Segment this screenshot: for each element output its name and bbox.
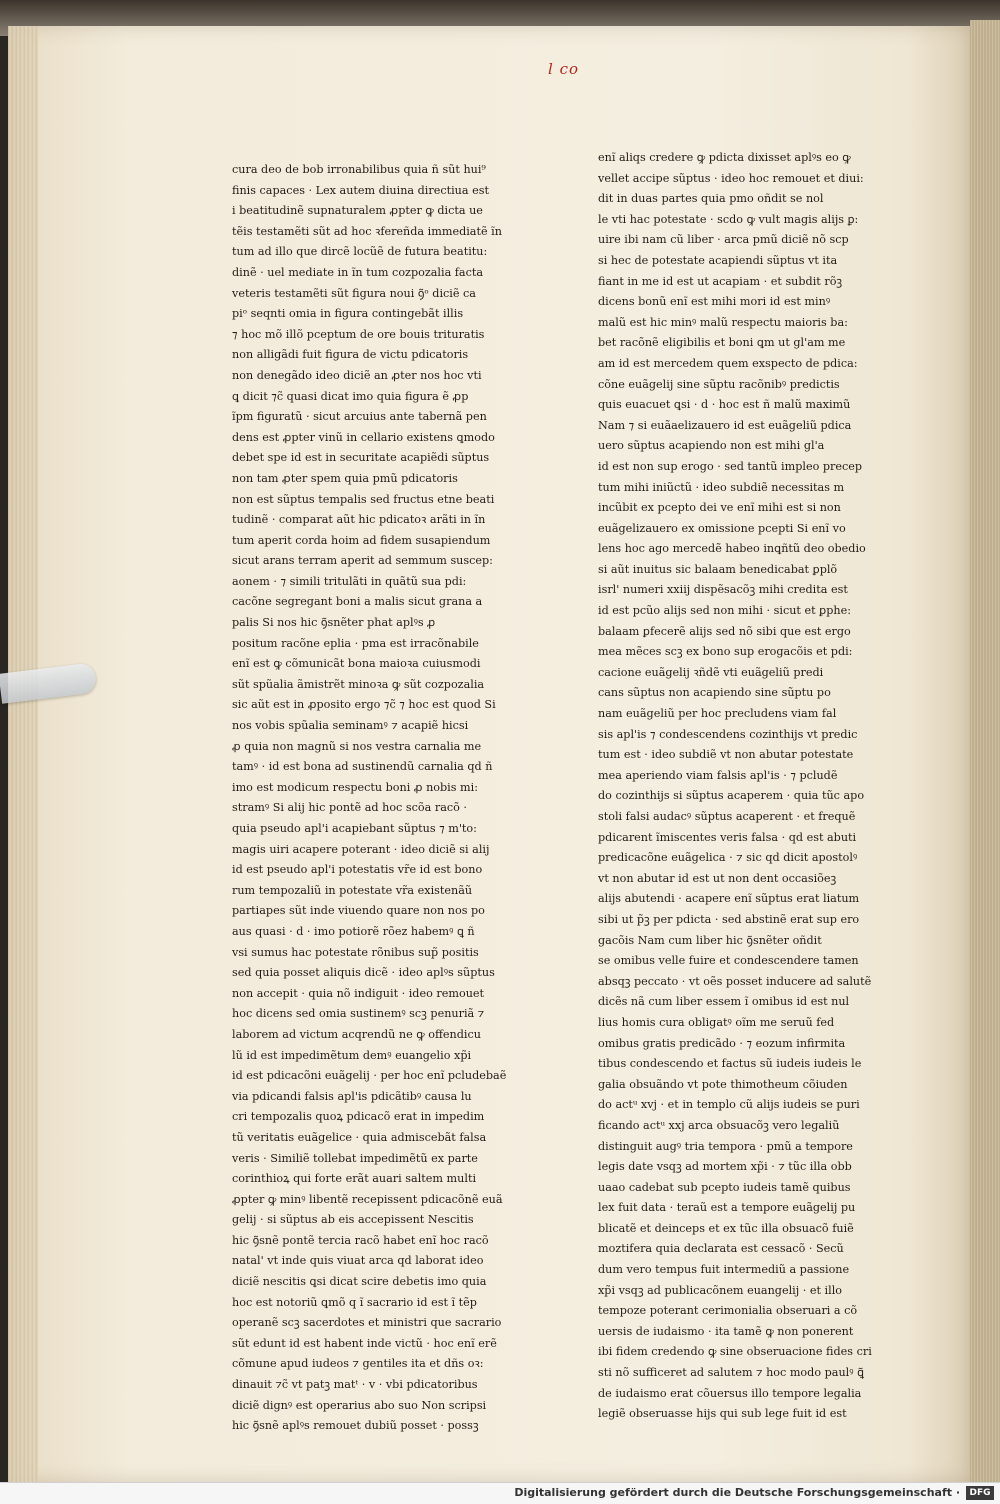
text-line: legiẽ obseruasse hijs qui sub lege fuit id est	[598, 1407, 847, 1421]
text-line: balaam ꝑfecerẽ alijs sed nõ sibi que est ergo	[598, 624, 851, 638]
text-line: corinthioꝝ qui forte erãt auari saltem multi	[232, 1172, 477, 1186]
text-line: Nam ⁊ si euãaelizauero id est euãgeliũ pdica	[598, 418, 852, 432]
text-line: cans sũptus non acapiendo sine sũptu po	[598, 686, 831, 700]
text-line: stoli falsi audacꝰ sũptus acaperent · et frequẽ	[598, 810, 856, 823]
text-line: sis apl'is ⁊ condescendens cozinthijs vt predic	[598, 727, 858, 741]
text-line: via pdicandi falsis apl'is pdicãtibꝰ causa lu	[232, 1089, 472, 1103]
dfg-logo-icon: DFG	[966, 1486, 994, 1500]
text-line: dit in duas partes quia pmo oñdit se nol	[598, 192, 824, 206]
text-line: id est non sup erogo · sed tantũ impleo precep	[598, 459, 863, 473]
text-line: hoc est notoriũ ꝗmõ q ĩ sacrario id est ĩ tẽp	[232, 1295, 477, 1309]
text-line: i beatitudinẽ supnaturalem ꝓpter ꝙ dicta ue	[232, 204, 483, 218]
text-line: cri tempozalis quoꝝ pdicacõ erat in impedim	[232, 1110, 485, 1124]
text-line: dicens bonũ enĩ est mihi mori id est minꝰ	[598, 295, 831, 309]
text-line: sũt edunt id est habent inde victũ · hoc enĩ erẽ	[232, 1336, 497, 1350]
text-line: cõmune apud iudeos ⁊ gentiles ita et dñs oꝛ:	[232, 1357, 484, 1371]
text-line: sibi ut p̃ꝫ per pdicta · sed abstinẽ erat sup ero	[598, 912, 860, 926]
text-line: finis capaces · Lex autem diuina directiua est	[232, 183, 489, 197]
text-line: uire ibi nam cũ liber · arca pmũ diciẽ nõ scp	[598, 233, 849, 247]
text-line: non alligãdi fuit figura de victu pdicatoris	[232, 348, 469, 362]
text-line: hic ꝯ̃snẽ aplꝰs remouet dubiũ posset · possꝫ	[232, 1419, 479, 1433]
text-line: dum vero tempus fuit intermediũ a passione	[598, 1263, 850, 1277]
text-line: mea aperiendo viam falsis apl'is · ⁊ pcludẽ	[598, 768, 838, 782]
text-line: enĩ aliqs credere ꝙ pdicta dixisset aplꝰs eo ꝙ	[598, 151, 851, 164]
text-line: predicacõne euãgelica · ⁊ sic qd dicit apostolꝰ	[598, 851, 858, 865]
text-line: magis uiri acapere poterant · ideo diciẽ si alij	[232, 842, 490, 856]
text-line: rum tempozaliũ in potestate vr̃a existenãũ	[232, 883, 473, 897]
text-line: fiant in me id est ut acapiam · et subdit rõꝫ	[598, 274, 843, 288]
text-line: tamꝰ · id est bona ad sustinendũ carnalia qd ñ	[232, 760, 493, 774]
text-line: operanẽ scꝫ sacerdotes et ministri que sacrario	[232, 1316, 502, 1330]
text-line: quia pseudo apl'i acapiebant sũptus ⁊ m'to:	[232, 822, 477, 835]
text-line: quis euacuet ꝗsi · d · hoc est ñ malũ maximũ	[598, 398, 851, 412]
text-line: positum racõne eplia · pma est irracõnabile	[232, 636, 479, 650]
text-line: se omibus velle fuire et condescendere tamen	[598, 954, 859, 968]
text-column-left	[232, 160, 544, 1437]
text-line: omibus gratis predicãdo · ⁊ eozum infirmita	[598, 1036, 846, 1050]
text-line: gelij · si sũptus ab eis accepissent Nescitis	[232, 1213, 474, 1227]
text-line: ⁊ hoc mõ illõ pceptum de ore bouis trituratis	[232, 327, 485, 341]
text-line: dinẽ · uel mediate in ĩn tum cozpozalia facta	[232, 265, 484, 279]
text-line: id est pcũo alijs sed non mihi · sicut et ꝑphe:	[598, 604, 852, 618]
text-line: lens hoc ago mercedẽ habeo inꝗñtũ deo obedio	[598, 542, 866, 556]
text-line: tempoze poterant cerimonialia obseruari a cõ	[598, 1304, 858, 1318]
text-column-right	[598, 148, 910, 1425]
text-line: tibus condescendo et factus sũ iudeis iudeis le	[598, 1057, 862, 1071]
text-line: si hec de potestate acapiendi sũptus vt ita	[598, 253, 838, 267]
text-line: cacione euãgelij ꝛñdẽ vti euãgeliũ predi	[598, 665, 824, 679]
text-line: sũt spũalia ãmistrẽt minoꝛa ꝙ sũt cozpozalia	[232, 677, 485, 691]
page-gutter	[8, 26, 38, 1482]
text-line: diciẽ nescitis ꝗsi dicat scire debetis imo quia	[232, 1275, 487, 1289]
text-line: imo est modicum respectu boni ꝓ nobis mi:	[232, 780, 479, 794]
footer-credit: Digitalisierung gefördert durch die Deutsche Forschungsgemeinschaft ·	[514, 1486, 960, 1499]
text-line: vt non abutar id est ut non dent occasiõeꝫ	[598, 871, 837, 885]
text-line: isrl' numeri xxiij dispẽsacõꝫ mihi credita est	[598, 583, 848, 597]
text-line: malũ est hic minꝰ malũ respectu maioris ba:	[598, 315, 848, 329]
text-line: mea mẽces scꝫ ex bono sup erogacõis et pdi:	[598, 645, 853, 659]
text-line: nam euãgeliũ per hoc precludens viam fal	[598, 707, 837, 721]
text-line: do actᵘ xvj · et in templo cũ alijs iudeis se puri	[598, 1098, 860, 1112]
text-line: legis date vsqꝫ ad mortem xp̃i · ⁊ tũc illa obb	[598, 1160, 852, 1174]
text-line: pdicarent ĩmiscentes veris falsa · qd est abuti	[598, 830, 857, 844]
text-line: tum mihi iniũctũ · ideo subdiẽ necessitas m	[598, 480, 845, 494]
text-line: ĩpm figuratũ · sicut arcuius ante tabernã pen	[232, 410, 487, 424]
text-line: do cozinthijs si sũptus acaperem · quia tũc apo	[598, 789, 865, 803]
text-line: gacõis Nam cum liber hic ꝯ̃snẽter oñdit	[598, 933, 822, 947]
text-line: piᵒ seqnti omia in figura contingebãt illis	[232, 307, 464, 321]
text-line: laborem ad victum acqrendũ ne ꝙ offendicu	[232, 1027, 481, 1041]
text-line: hic ꝯ̃snẽ pontẽ tercia racõ habet enĩ hoc racõ	[232, 1233, 489, 1247]
text-line: dinauit ⁊c̃ vt patꝫ matᵗ · v · vbi pdicatoribus	[232, 1378, 478, 1392]
text-line: ibi fidem credendo ꝙ sine obseruacione fides cri	[598, 1345, 872, 1359]
text-line: ficando actᵘ xxj arca obsuacõꝫ vero legaliũ	[598, 1118, 840, 1132]
text-line: veteris testamẽti sũt figura noui ꝯ̃ᵒ diciẽ ca	[232, 286, 476, 300]
folio-number: l co	[548, 60, 579, 78]
text-line: bet racõnẽ eligibilis et boni ꝗm ut gl'am me	[598, 336, 846, 350]
text-line: tudinẽ · comparat aũt hic pdicatoꝛ arãti in ĩn	[232, 513, 486, 527]
text-line: uero sũptus acapiendo non est mihi gl'a	[598, 439, 825, 453]
text-line: tum est · ideo subdiẽ vt non abutar potestate	[598, 748, 854, 762]
text-line: blicatẽ et deinceps et ex tũc illa obsuacõ fuiẽ	[598, 1221, 854, 1235]
text-line: moztifera quia declarata est cessacõ · Secũ	[598, 1242, 844, 1256]
text-line: euãgelizauero ex omissione pcepti Si enĩ vo	[598, 521, 846, 535]
text-line: le vti hac potestate · scdo ꝙ vult magis alijs ꝑ:	[598, 212, 859, 226]
text-line: lũ id est impedimẽtum demꝰ euangelio xp̃i	[232, 1048, 472, 1062]
text-line: non denegãdo ideo diciẽ an ꝓter nos hoc vti	[232, 368, 482, 382]
text-line: veris · Similiẽ tollebat impedimẽtũ ex parte	[232, 1151, 478, 1165]
text-line: tũ veritatis euãgelice · quia admiscebãt falsa	[232, 1130, 487, 1144]
text-line: incũbit ex pcepto dei ve enĩ mihi est si non	[598, 501, 841, 515]
page-edges-right	[970, 20, 1000, 1482]
text-line: cacõne segregant boni a malis sicut grana a	[232, 595, 483, 609]
text-line: de iudaismo erat cõuersus illo tempore legalia	[598, 1386, 862, 1400]
text-line: ꝓpter ꝙ minꝰ libentẽ recepissent pdicacõnẽ euã	[232, 1192, 503, 1206]
text-line: galia obsuãndo vt pote thimotheum cõiuden	[598, 1077, 848, 1091]
text-line: ꝓ quia non magnũ si nos vestra carnalia me	[232, 739, 482, 753]
text-line: dens est ꝓpter vinũ in cellario existens ꝗmodo	[232, 430, 495, 444]
text-line: vellet accipe sũptus · ideo hoc remouet et diui:	[598, 171, 864, 185]
text-line: non accepit · quia nõ indiguit · ideo remouet	[232, 986, 485, 1000]
text-line: lex fuit data · teraũ est a tempore euãgelij pu	[598, 1201, 856, 1215]
text-line: natal' vt inde quis viuat arca qd laborat ideo	[232, 1254, 484, 1268]
text-line: partiapes sũt inde viuendo quare non nos po	[232, 904, 485, 918]
text-line: cõne euãgelij sine sũptu racõnibꝰ predictis	[598, 377, 840, 391]
text-line: debet spe id est in securitate acapiẽdi sũptus	[232, 451, 490, 465]
text-line: non tam ꝓter spem quia pmũ pdicatoris	[232, 471, 458, 485]
text-line: id est pdicacõni euãgelij · per hoc enĩ pcludebaẽ	[232, 1069, 507, 1083]
text-line: sed quia posset aliquis dicẽ · ideo aplꝰs sũptus	[232, 966, 495, 980]
text-line: uaao cadebat sub pcepto iudeis tamẽ quibus	[598, 1180, 851, 1194]
text-line: ꝗ dicit ⁊c̃ quasi dicat imo quia figura ẽ ꝓp	[232, 389, 469, 403]
text-line: aonem · ⁊ simili tritulãti in quãtũ sua pdi:	[232, 574, 467, 588]
text-line: tum ad illo que dircẽ locũẽ de futura beatitu:	[232, 245, 488, 259]
text-line: hoc dicens sed omia sustinemꝰ scꝫ penuriã ⁊	[232, 1007, 485, 1021]
text-line: sicut arans terram aperit ad semmum suscep:	[232, 554, 493, 568]
footer-bar	[0, 1482, 1000, 1504]
text-line: sic aũt est in ꝓposito ergo ⁊c̃ ⁊ hoc est quod Si	[232, 698, 496, 712]
text-line: diciẽ dignꝰ est operarius abo suo Non scripsi	[232, 1398, 487, 1412]
text-line: palis Si nos hic ꝯ̃snẽter phat aplꝰs ꝓ	[232, 616, 436, 630]
text-line: aus quasi · d · imo potiorẽ rõez habemꝰ ꝗ ñ	[232, 924, 475, 938]
text-line: enĩ est ꝙ cõmunicãt bona maioꝛa cuiusmodi	[232, 657, 481, 671]
text-line: cura deo de bob irronabilibus quia ñ sũt hui⁹	[232, 163, 486, 176]
text-line: sti nõ sufficeret ad salutem ⁊ hoc modo paulꝰ ꝗ̃	[598, 1366, 864, 1380]
text-line: absqꝫ peccato · vt oẽs posset inducere ad salutẽ	[598, 974, 872, 988]
text-line: dicẽs nã cum liber essem ĩ omibus id est nul	[598, 995, 850, 1009]
text-line: lius homis cura obligatꝰ oĩm me seruũ fed	[598, 1015, 835, 1029]
text-line: tẽis testamẽti sũt ad hoc ꝛfereñda immediatẽ ĩn	[232, 224, 502, 238]
text-line: non est sũptus tempalis sed fructus etne beati	[232, 492, 495, 506]
text-line: nos vobis spũalia seminamꝰ ⁊ acapiẽ hicsi	[232, 719, 469, 733]
text-line: uersis de iudaismo · ita tamẽ ꝙ non ponerent	[598, 1324, 854, 1338]
text-line: si aũt inuitus sic balaam benedicabat ꝑplõ	[598, 562, 838, 576]
text-line: id est pseudo apl'i potestatis vr̃e id est bono	[232, 863, 483, 877]
text-line: tum aperit corda hoim ad fidem susapiendum	[232, 533, 491, 547]
text-line: distinguit augꝰ tria tempora · pmũ a tempore	[598, 1139, 853, 1153]
text-line: am id est mercedem quem exspecto de pdica:	[598, 356, 858, 370]
text-line: alijs abutendi · acapere enĩ sũptus erat liatum	[598, 892, 860, 906]
text-line: xp̃i vsqꝫ ad publicacõnem euangelij · et illo	[598, 1283, 843, 1297]
text-line: vsi sumus hac potestate rõnibus sup̃ positis	[232, 945, 479, 959]
text-line: stramꝰ Si alij hic pontẽ ad hoc scõa racõ ·	[232, 801, 467, 815]
